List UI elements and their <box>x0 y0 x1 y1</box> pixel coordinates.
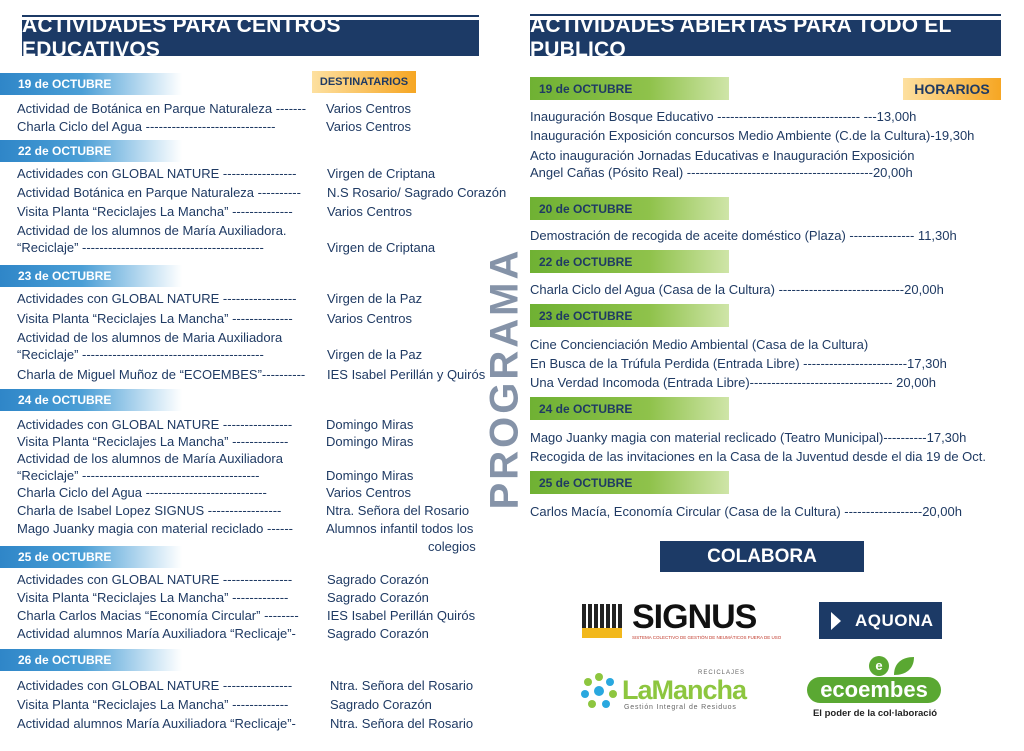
recipient-text: Sagrado Corazón <box>327 572 429 587</box>
activity-text: Actividad de Botánica en Parque Naturaleza ------- <box>17 101 307 116</box>
public-event-line: Recogida de las invitaciones en la Casa de la Juventud desde el dia 19 de Oct. <box>530 449 987 464</box>
programa-label: PROGRAMA <box>482 247 527 509</box>
left-date-bar: 23 de OCTUBRE <box>0 265 182 287</box>
recipient-text: Ntra. Señora del Rosario <box>330 716 474 731</box>
activity-text: Mago Juanky magia con material reciclado ------ <box>17 521 293 536</box>
right-title: ACTIVIDADES ABIERTAS PARA TODO EL PUBLICO <box>530 20 1001 56</box>
recipient-text: Virgen de Criptana <box>327 166 436 181</box>
horarios-badge: HORARIOS <box>903 78 1001 100</box>
activity-text: Actividades con GLOBAL NATURE ---------------- <box>17 417 293 432</box>
lamancha-subtitle: Gestión Integral de Residuos <box>624 704 737 711</box>
activity-text: Actividad alumnos María Auxiliadora “Reclicaje”- <box>17 716 296 731</box>
public-event-line: Angel Cañas (Pósito Real) -------------------------------------------20,00h <box>530 165 913 180</box>
activity-text: Charla de Miguel Muñoz de “ECOEMBES”---------- <box>17 367 306 382</box>
right-date-bar: 23 de OCTUBRE <box>530 304 729 327</box>
signus-tire-icon <box>580 602 628 642</box>
activity-text: “Reciclaje” ----------------------------------------- <box>17 468 260 483</box>
public-event-line: Mago Juanky magia con material reclicado (Teatro Municipal)----------17,30h <box>530 430 967 445</box>
signus-subtitle: SISTEMA COLECTIVO DE GESTIÓN DE NEUMÁTICOS FUERA DE USO <box>632 635 782 640</box>
activity-text: Visita Planta “Reciclajes La Mancha” ------------- <box>17 590 289 605</box>
left-title: ACTIVIDADES PARA CENTROS EDUCATIVOS <box>22 20 479 56</box>
activity-text: Actividad Botánica en Parque Naturaleza ---------- <box>17 185 301 200</box>
right-date-bar: 22 de OCTUBRE <box>530 250 729 273</box>
recipient-text: Varios Centros <box>327 311 413 326</box>
left-date-bar: 19 de OCTUBRE <box>0 73 182 95</box>
recipient-text: Ntra. Señora del Rosario <box>326 503 470 518</box>
ecoembes-wordmark: ecoembes <box>807 677 941 703</box>
public-event-line: Cine Concienciación Medio Ambiental (Casa de la Cultura) <box>530 337 869 352</box>
recipient-text: Varios Centros <box>326 101 412 116</box>
activity-text: Actividad de los alumnos de María Auxiliadora <box>17 451 283 466</box>
aquona-mark-icon <box>831 612 847 630</box>
activity-text: Actividades con GLOBAL NATURE ---------------- <box>17 678 293 693</box>
recipient-text: Varios Centros <box>327 204 413 219</box>
recipient-text: Varios Centros <box>326 485 412 500</box>
public-event-line: Charla Ciclo del Agua (Casa de la Cultura) -----------------------------20,00h <box>530 282 944 297</box>
activity-text: “Reciclaje” ------------------------------------------ <box>17 347 264 362</box>
recipient-text: Varios Centros <box>326 119 412 134</box>
public-event-line: Una Verdad Incomoda (Entrada Libre)--------------------------------- 20,00h <box>530 375 936 390</box>
recipient-text: Domingo Miras <box>326 434 414 449</box>
activity-text: Actividad de los alumnos de María Auxiliadora. <box>17 223 287 238</box>
recipient-text: Virgen de Criptana <box>327 240 436 255</box>
colabora-heading: COLABORA <box>660 541 864 572</box>
aquona-wordmark: AQUONA <box>855 610 934 630</box>
activity-text: Charla Carlos Macias “Economía Circular” -------- <box>17 608 299 623</box>
recycling-dots-icon <box>580 672 618 710</box>
svg-text:e: e <box>875 658 883 673</box>
activity-text: Charla de Isabel Lopez SIGNUS ----------------- <box>17 503 282 518</box>
right-date-bar: 24 de OCTUBRE <box>530 397 729 420</box>
signus-logo <box>580 598 782 644</box>
public-event-line: Carlos Macía, Economía Circular (Casa de la Cultura) ------------------20,00h <box>530 504 962 519</box>
right-date-bar: 19 de OCTUBRE <box>530 77 729 100</box>
public-event-line: Inauguración Bosque Educativo --------------------------------- ---13,00h <box>530 109 917 124</box>
activity-text: Visita Planta “Reciclajes La Mancha” -------------- <box>17 204 293 219</box>
activity-text: Charla Ciclo del Agua ---------------------------- <box>17 485 267 500</box>
recipient-text: Sagrado Corazón <box>330 697 432 712</box>
left-date-bar: 22 de OCTUBRE <box>0 140 182 162</box>
public-event-line: Acto inauguración Jornadas Educativas e Inauguración Exposición <box>530 148 915 163</box>
public-event-line: Demostración de recogida de aceite doméstico (Plaza) --------------- 11,30h <box>530 228 957 243</box>
leaf-icon <box>868 655 916 677</box>
recipient-text: N.S Rosario/ Sagrado Corazón <box>327 185 507 200</box>
activity-text: Visita Planta “Reciclajes La Mancha” -------------- <box>17 311 293 326</box>
activity-text: Actividad de los alumnos de Maria Auxiliadora <box>17 330 283 345</box>
recipient-text: Alumnos infantil todos los <box>326 521 474 536</box>
ecoembes-tagline: El poder de la col·laboració <box>812 708 938 719</box>
recipient-text: Domingo Miras <box>326 468 414 483</box>
right-date-bar: 20 de OCTUBRE <box>530 197 729 220</box>
recipient-text: Virgen de la Paz <box>327 291 423 306</box>
right-date-bar: 25 de OCTUBRE <box>530 471 729 494</box>
lamancha-wordmark: LaMancha <box>622 675 747 705</box>
recipient-text: Ntra. Señora del Rosario <box>330 678 474 693</box>
recipient-text: Sagrado Corazón <box>327 590 429 605</box>
activity-text: Visita Planta “Reciclajes La Mancha” ------------- <box>17 434 289 449</box>
activity-text: Actividades con GLOBAL NATURE ----------------- <box>17 291 297 306</box>
recipient-text: colegios <box>428 539 476 554</box>
lamancha-logo <box>580 670 760 714</box>
signus-wordmark: SIGNUS <box>632 598 757 636</box>
recipient-text: Domingo Miras <box>326 417 414 432</box>
left-date-bar: 25 de OCTUBRE <box>0 546 182 568</box>
left-date-bar: 26 de OCTUBRE <box>0 649 182 671</box>
public-event-line: En Busca de la Trúfula Perdida (Entrada Libre) ------------------------17,30h <box>530 356 947 371</box>
recipient-text: IES Isabel Perillán y Quirós <box>327 367 486 382</box>
activity-text: Visita Planta “Reciclajes La Mancha” ------------- <box>17 697 289 712</box>
activity-text: Actividades con GLOBAL NATURE ----------------- <box>17 166 297 181</box>
activity-text: “Reciclaje” ------------------------------------------ <box>17 240 264 255</box>
destinatarios-badge: DESTINATARIOS <box>312 71 416 93</box>
ecoembes-logo <box>805 655 945 725</box>
activity-text: Actividad alumnos María Auxiliadora “Reclicaje”- <box>17 626 296 641</box>
recipient-text: Virgen de la Paz <box>327 347 423 362</box>
lamancha-top: RECICLAJES <box>698 670 746 676</box>
recipient-text: IES Isabel Perillán Quirós <box>327 608 476 623</box>
activity-text: Actividades con GLOBAL NATURE ---------------- <box>17 572 293 587</box>
activity-text: Charla Ciclo del Agua ------------------------------ <box>17 119 276 134</box>
recipient-text: Sagrado Corazón <box>327 626 429 641</box>
aquona-logo <box>819 602 942 639</box>
public-event-line: Inauguración Exposición concursos Medio Ambiente (C.de la Cultura)-19,30h <box>530 128 975 143</box>
left-date-bar: 24 de OCTUBRE <box>0 389 182 411</box>
